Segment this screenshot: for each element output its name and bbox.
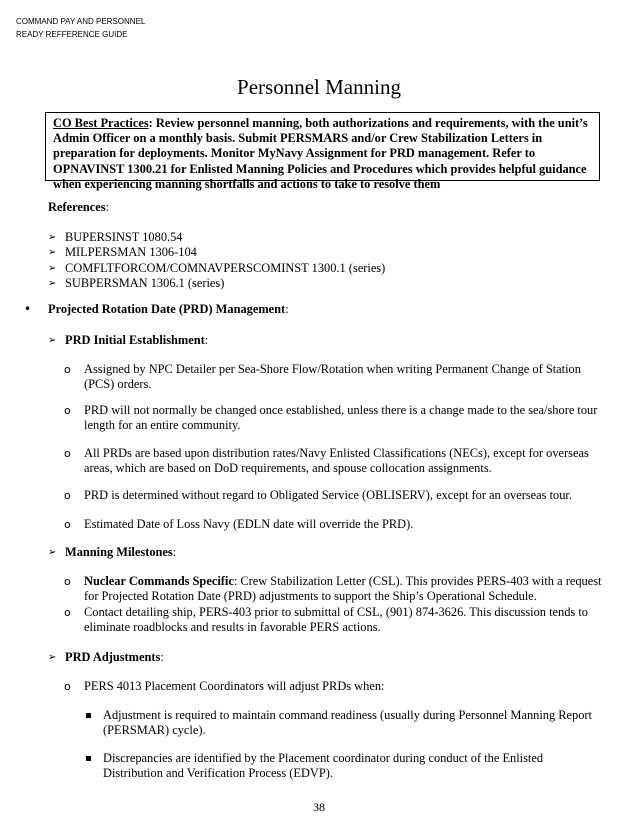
list-item	[64, 446, 609, 477]
bullet-icon: •	[24, 302, 32, 316]
prd-management-label: Projected Rotation Date (PRD) Management	[48, 302, 286, 316]
sub-list-item	[86, 708, 606, 739]
references-label: References	[48, 200, 106, 214]
best-practices-box	[45, 112, 600, 191]
reference-text: MILPERSMAN 1306-104	[65, 245, 197, 260]
list-item	[64, 679, 609, 694]
references-colon: :	[105, 200, 110, 214]
circle-bullet-icon: o	[64, 518, 71, 531]
square-bullet-icon	[86, 756, 91, 761]
arrow-bullet-icon: ➢	[48, 652, 57, 663]
circle-bullet-icon: o	[64, 363, 71, 376]
list-item	[64, 574, 609, 605]
prd-initial-label: PRD Initial Establishment	[65, 333, 205, 347]
page-number: 38	[313, 800, 325, 814]
arrow-bullet-icon: ➢	[48, 247, 57, 259]
circle-bullet-icon: o	[64, 489, 71, 502]
square-bullet-icon	[86, 713, 91, 718]
reference-text: BUPERSINST 1080.54	[65, 230, 183, 244]
list-item-text: Assigned by NPC Detailer per Sea-Shore Flow/Rotation when writing Permanent Change of Station (PCS) orders.	[84, 362, 581, 392]
reference-item	[48, 245, 385, 260]
list-item	[64, 362, 609, 393]
arrow-bullet-icon: ➢	[48, 278, 57, 290]
manning-milestones-label: Manning Milestones	[65, 545, 173, 559]
arrow-bullet-icon: ➢	[48, 232, 57, 243]
arrow-bullet-icon: ➢	[48, 262, 57, 274]
list-item-text: PRD will not normally be changed once established, unless there is a change made to the sea/shore tour length for an entire community.	[84, 403, 598, 433]
sub-list-item-text: Discrepancies are identified by the Placement coordinator during conduct of the Enlisted Distribution and Verification Process (EDVP).	[103, 751, 544, 781]
list-item	[64, 403, 609, 434]
list-item-text: Contact detailing ship, PERS-403 prior to submittal of CSL, (901) 874-3626. This discussion tends to eliminate roadblocks and results in favorable PERS actions.	[84, 605, 588, 635]
sub-list-item	[86, 751, 606, 782]
prd-adjustments-colon: :	[160, 650, 164, 664]
reference-item	[48, 276, 385, 291]
prd-management-colon: :	[285, 302, 289, 316]
page-title: Personnel Manning	[237, 75, 401, 99]
list-item	[64, 488, 609, 503]
references-heading	[48, 200, 109, 215]
list-item-text: Estimated Date of Loss Navy (EDLN date will override the PRD).	[84, 517, 414, 531]
manning-milestones-colon: :	[172, 545, 177, 559]
best-practices-text: : Review personnel manning, both authorizations and requirements, with the unit’s Admin Officer on a monthly basis. Submit PERSMARS and/or Crew Stabilization Letters in preparation for deployments. Monitor MyNavy Assignment for PRD management. Refer to OPNAVINST 1300.21 for Enlisted Manning Policies and Procedures which provides helpful guidance when experiencing manning shortfalls and actions to take to resolve them	[53, 116, 588, 191]
list-item-text	[84, 574, 609, 605]
list-item-text: PRD is determined without regard to Obligated Service (OBLISERV), except for an overseas tour.	[84, 488, 572, 502]
list-item	[64, 517, 609, 532]
reference-item	[48, 261, 385, 276]
nuclear-commands-text: : Crew Stabilization Letter (CSL). This provides PERS-403 with a request for Projected Rotation Date (PRD) adjustments to support the Ship’s Operational Schedule.	[84, 574, 602, 604]
circle-bullet-icon: o	[64, 680, 71, 693]
header-line-2: READY REFFERENCE GUIDE	[16, 29, 128, 39]
references-list	[48, 230, 385, 292]
list-item-text: PERS 4013 Placement Coordinators will adjust PRDs when:	[84, 679, 385, 693]
list-item-text: All PRDs are based upon distribution rates/Navy Enlisted Classifications (NECs), except for overseas areas, which are based on DoD requirements, and spouse collocation assignments.	[84, 446, 589, 476]
reference-item	[48, 230, 385, 245]
sub-list-item-text: Adjustment is required to maintain command readiness (usually during Personnel Manning Report (PERSMAR) cycle).	[103, 708, 592, 738]
arrow-bullet-icon: ➢	[48, 335, 57, 346]
best-practices-label: CO Best Practices	[53, 116, 149, 130]
reference-text: SUBPERSMAN 1306.1 (series)	[65, 276, 225, 291]
nuclear-commands-label: Nuclear Commands Specific	[84, 574, 234, 588]
running-header	[16, 16, 145, 41]
circle-bullet-icon: o	[64, 404, 71, 417]
circle-bullet-icon: o	[64, 606, 71, 619]
prd-initial-colon: :	[204, 333, 209, 347]
header-line-1: COMMAND PAY AND PERSONNEL	[16, 17, 146, 26]
prd-adjustments-label: PRD Adjustments	[65, 650, 161, 664]
circle-bullet-icon: o	[64, 447, 71, 460]
circle-bullet-icon: o	[64, 575, 71, 588]
arrow-bullet-icon: ➢	[48, 547, 57, 558]
list-item	[64, 605, 609, 636]
reference-text: COMFLTFORCOM/COMNAVPERSCOMINST 1300.1 (series)	[65, 260, 386, 275]
